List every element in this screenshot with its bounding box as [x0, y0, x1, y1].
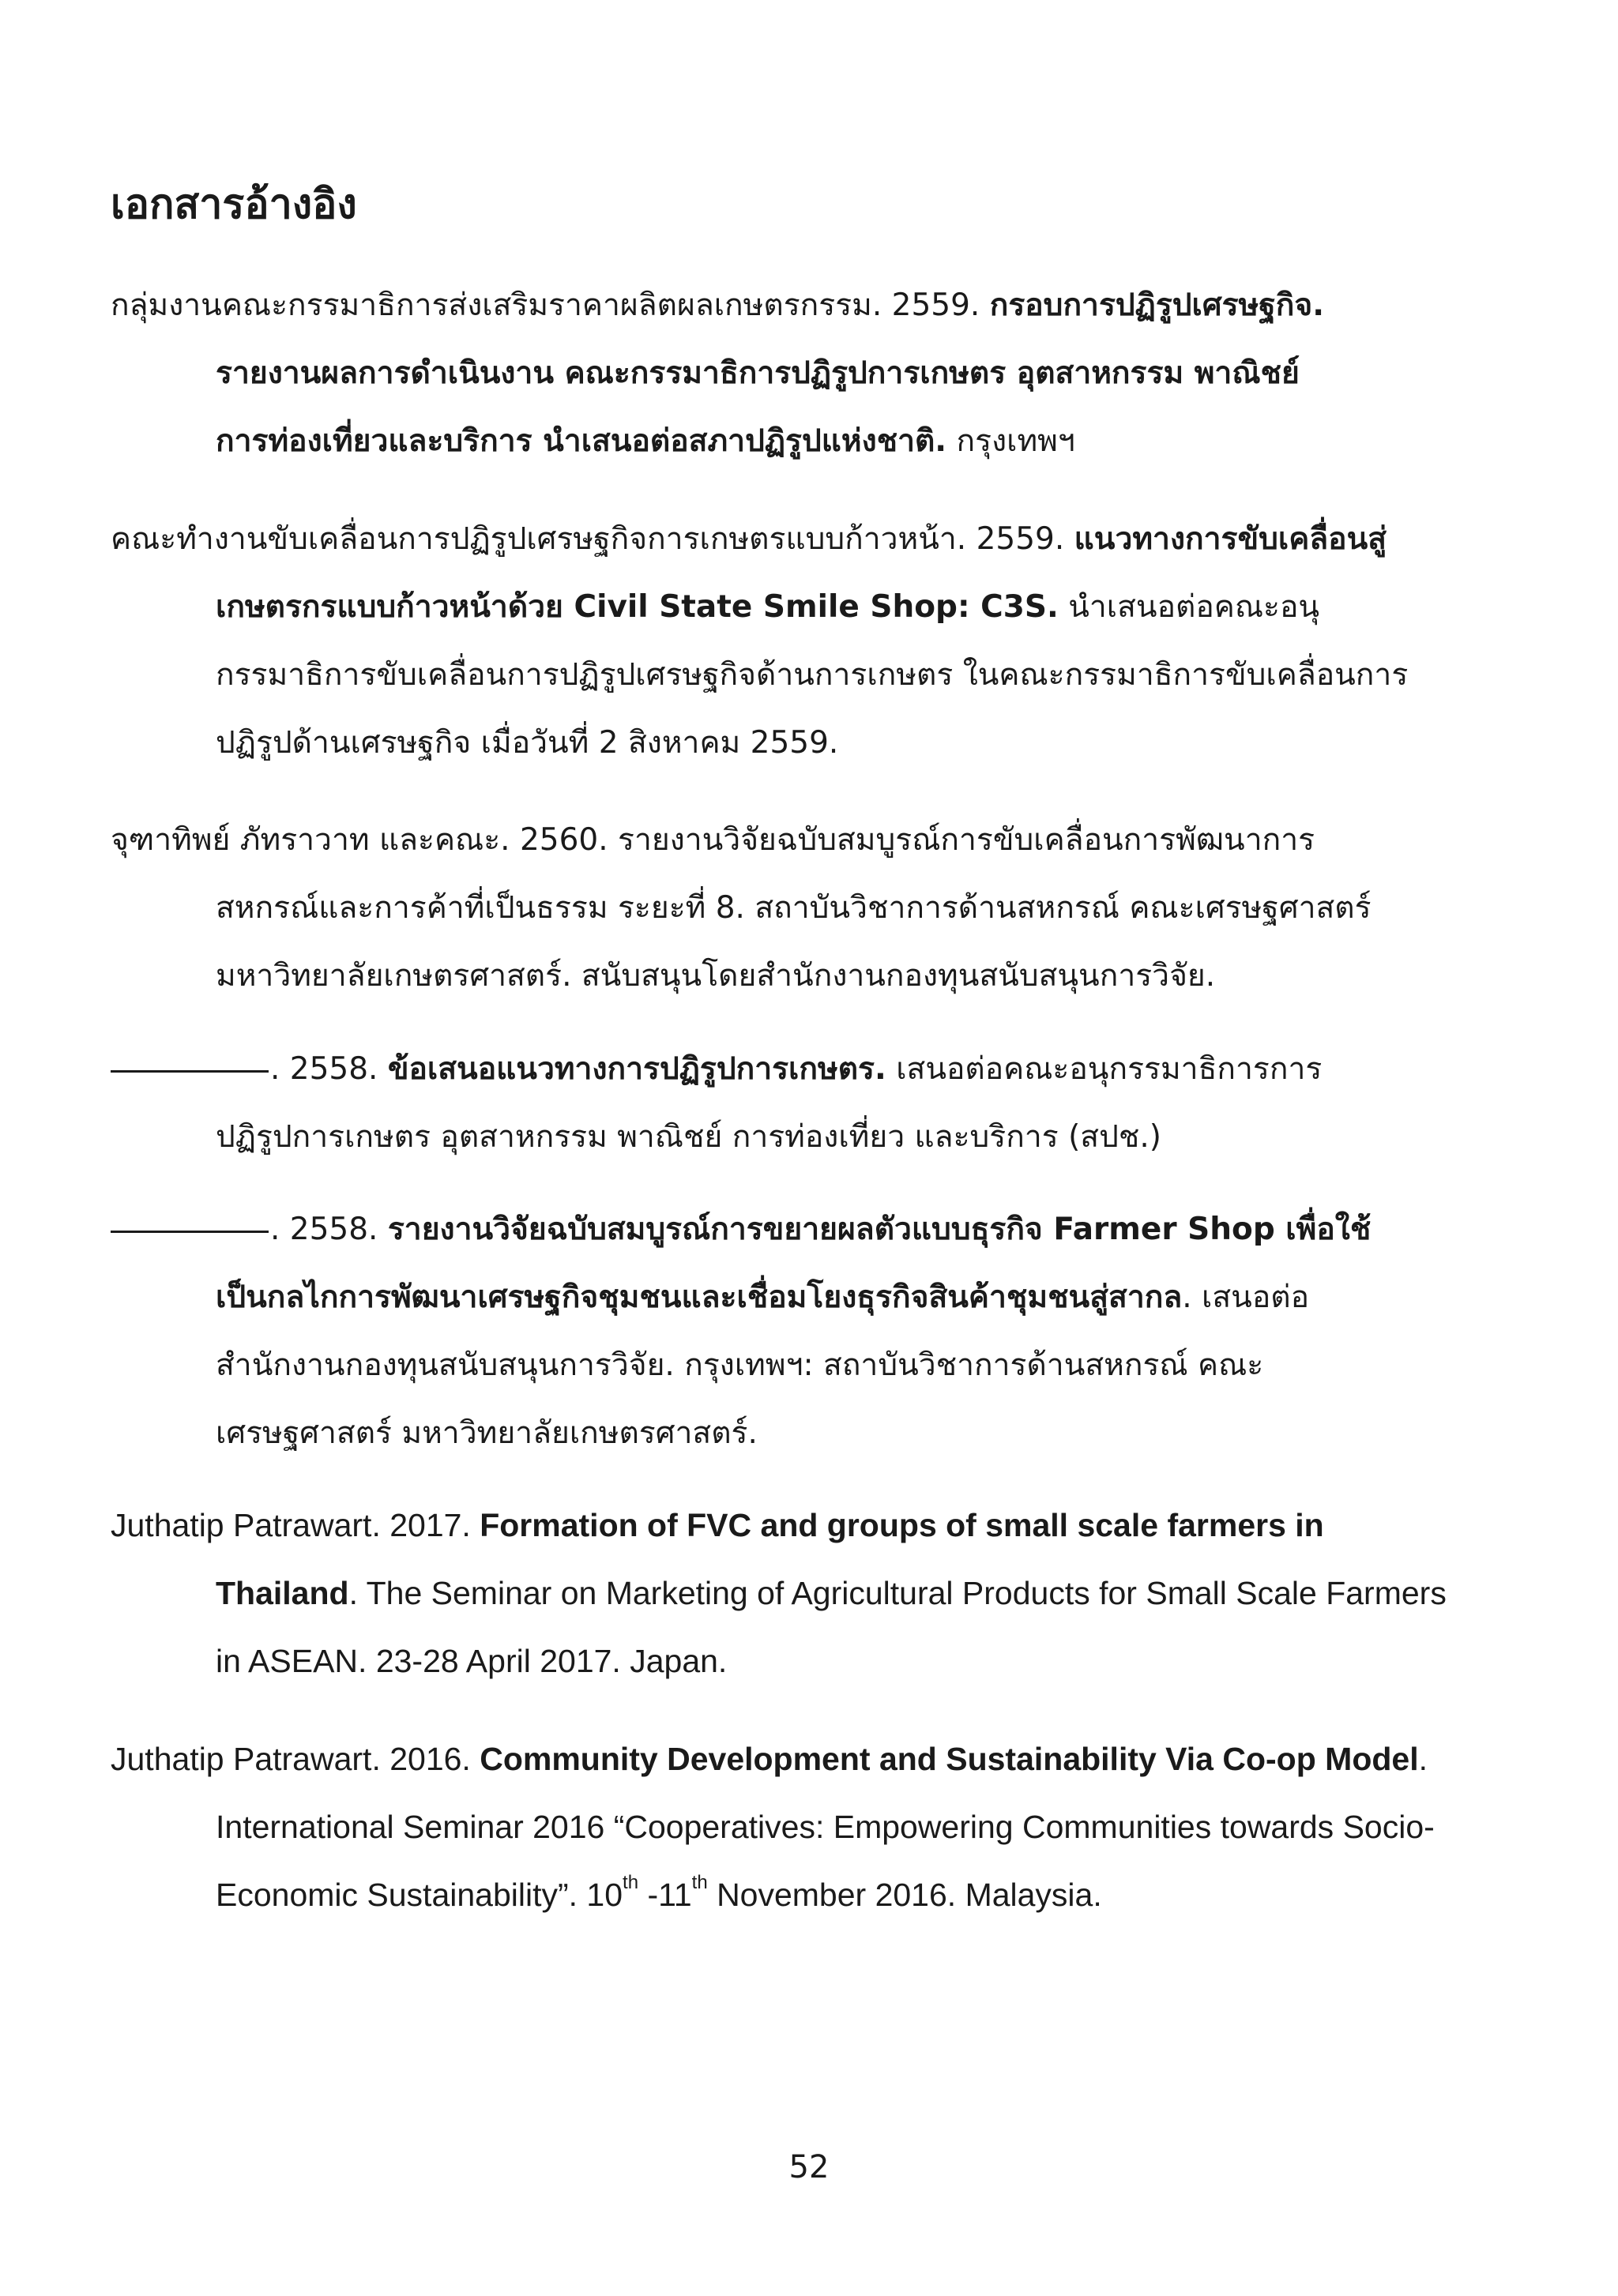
- reference-line: เป็นกลไกการพัฒนาเศรษฐกิจชุมชนและเชื่อมโยงธุรกิจสินค้าชุมชนสู่สากล. เสนอต่อ: [216, 1280, 1309, 1315]
- reference-entry: [111, 1035, 1509, 1171]
- reference-entry: [111, 1196, 1509, 1467]
- reference-line: คณะทำงานขับเคลื่อนการปฏิรูปเศรษฐกิจการเกษตรแบบก้าวหน้า. 2559. แนวทางการขับเคลื่อนสู่: [111, 521, 1387, 557]
- reference-line: กลุ่มงานคณะกรรมาธิการส่งเสริมราคาผลิตผลเกษตรกรรม. 2559. กรอบการปฏิรูปเศรษฐกิจ.: [111, 287, 1325, 323]
- reference-entry: [111, 505, 1509, 777]
- reference-line: . 2558. รายงานวิจัยฉบับสมบูรณ์การขยายผลตัวแบบธุรกิจ Farmer Shop เพื่อใช้: [111, 1196, 1509, 1264]
- reference-line: กรรมาธิการขับเคลื่อนการปฏิรูปเศรษฐกิจด้านการเกษตร ในคณะกรรมาธิการขับเคลื่อนการ: [216, 657, 1409, 693]
- reference-line: จุฑาทิพย์ ภัทราวาท และคณะ. 2560. รายงานวิจัยฉบับสมบูรณ์การขับเคลื่อนการพัฒนาการ: [111, 822, 1315, 858]
- reference-line: สำนักงานกองทุนสนับสนุนการวิจัย. กรุงเทพฯ: สถาบันวิชาการด้านสหกรณ์ คณะ: [216, 1347, 1264, 1383]
- reference-line: ปฏิรูปด้านเศรษฐกิจ เมื่อวันที่ 2 สิงหาคม 2559.: [216, 725, 839, 761]
- reference-line: . 2558. ข้อเสนอแนวทางการปฏิรูปการเกษตร. เสนอต่อคณะอนุกรรมาธิการการ: [111, 1035, 1509, 1103]
- page-number: 52: [788, 2149, 830, 2185]
- reference-line: การท่องเที่ยวและบริการ นำเสนอต่อสภาปฏิรูปแห่งชาติ. กรุงเทพฯ: [216, 423, 1075, 459]
- same-author-dash: [111, 1070, 269, 1073]
- reference-entry: [111, 272, 1509, 475]
- reference-line: มหาวิทยาลัยเกษตรศาสตร์. สนับสนุนโดยสำนักงานกองทุนสนับสนุนการวิจัย.: [216, 958, 1216, 994]
- reference-entry: [111, 1491, 1509, 1695]
- reference-line: Juthatip Patrawart. 2016. Community Development and Sustainability Via Co-op Model.: [111, 1741, 1428, 1777]
- reference-line: Juthatip Patrawart. 2017. Formation of FVC and groups of small scale farmers in: [111, 1507, 1324, 1543]
- reference-line: Economic Sustainability”. 10th -11th November 2016. Malaysia.: [216, 1872, 1102, 1913]
- reference-line: International Seminar 2016 “Cooperatives: Empowering Communities towards Socio-: [216, 1809, 1435, 1845]
- reference-line: เกษตรกรแบบก้าวหน้าด้วย Civil State Smile Shop: C3S. นำเสนอต่อคณะอนุ: [216, 589, 1320, 625]
- same-author-dash: [111, 1231, 269, 1233]
- reference-line: ปฏิรูปการเกษตร อุตสาหกรรม พาณิชย์ การท่องเที่ยว และบริการ (สปช.): [216, 1119, 1161, 1155]
- reference-line: สหกรณ์และการค้าที่เป็นธรรม ระยะที่ 8. สถาบันวิชาการด้านสหกรณ์ คณะเศรษฐศาสตร์: [216, 890, 1372, 926]
- reference-line: Thailand. The Seminar on Marketing of Agricultural Products for Small Scale Farmers: [216, 1575, 1447, 1611]
- reference-line: รายงานผลการดำเนินงาน คณะกรรมาธิการปฏิรูปการเกษตร อุตสาหกรรม พาณิชย์: [216, 355, 1300, 391]
- reference-entry: [111, 1725, 1509, 1929]
- page-heading: เอกสารอ้างอิง: [111, 181, 357, 228]
- reference-entry: [111, 806, 1509, 1010]
- reference-line: เศรษฐศาสตร์ มหาวิทยาลัยเกษตรศาสตร์.: [216, 1415, 758, 1451]
- reference-line: in ASEAN. 23-28 April 2017. Japan.: [216, 1643, 728, 1679]
